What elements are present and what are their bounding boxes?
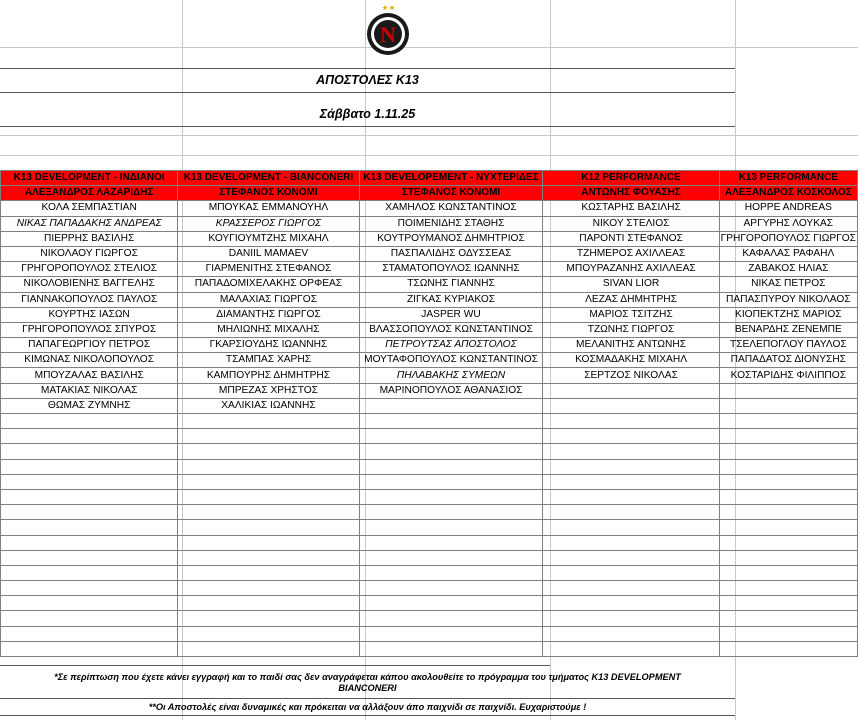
player-cell: ΜΠΟΥΡΑΖΑΝΗΣ ΑΧΙΛΛΕΑΣ [543, 262, 719, 277]
table-row [1, 231, 858, 246]
team-name: K13 DEVELOPMENT - BIANCONERI [178, 171, 359, 186]
player-cell [359, 429, 543, 444]
player-cell: ΓΡΗΓΟΡΟΠΟΥΛΟΣ ΣΠΥΡΟΣ [1, 322, 178, 337]
player-cell: ΧΑΜΗΛΟΣ ΚΩΝΣΤΑΝΤΙΝΟΣ [359, 201, 543, 216]
player-cell [543, 611, 719, 626]
player-cell: ΜΠΡΕΖΑΣ ΧΡΗΣΤΟΣ [178, 383, 359, 398]
player-cell [543, 626, 719, 641]
player-cell: ΓΚΑΡΣΙΟΥΔΗΣ ΙΩΑΝΝΗΣ [178, 338, 359, 353]
team-header-row [1, 171, 858, 186]
player-cell [1, 641, 178, 656]
player-cell: ΤΣΕΛΕΠΟΓΛΟΥ ΠΑΥΛΟΣ [719, 338, 857, 353]
player-cell: ΚΙΟΠΕΚΤΖΗΣ ΜΑΡΙΟΣ [719, 307, 857, 322]
divider [0, 665, 550, 666]
table-row [1, 201, 858, 216]
player-cell [178, 505, 359, 520]
registration-note-continued: BIANCONERI [338, 683, 397, 693]
player-cell [178, 550, 359, 565]
player-cell [359, 550, 543, 565]
player-cell: ΛΕΖΑΣ ΔΗΜΗΤΡΗΣ [543, 292, 719, 307]
player-cell: ΤΖΩΝΗΣ ΓΙΩΡΓΟΣ [543, 322, 719, 337]
grid-line [0, 155, 858, 156]
player-cell [1, 505, 178, 520]
player-cell: ΜΗΛΙΩΝΗΣ ΜΙΧΑΛΗΣ [178, 322, 359, 337]
player-cell [543, 489, 719, 504]
player-cell: ΜΠΟΥΖΑΛΑΣ ΒΑΣΙΛΗΣ [1, 368, 178, 383]
player-cell: ΝΙΚΟΛΟΒΙΕΝΗΣ ΒΑΓΓΕΛΗΣ [1, 277, 178, 292]
player-cell [719, 398, 857, 413]
table-row [1, 216, 858, 231]
player-cell [543, 581, 719, 596]
player-cell [178, 474, 359, 489]
page-title: ΑΠΟΣΤΟΛΕΣ Κ13 [0, 68, 735, 93]
roster-table [0, 170, 858, 657]
grid-line [0, 135, 858, 136]
table-row [1, 550, 858, 565]
player-cell [178, 596, 359, 611]
player-cell [1, 626, 178, 641]
event-date: Σάββατο 1.11.25 [0, 103, 735, 127]
table-row [1, 505, 858, 520]
player-cell: ΚΟΥΓΙΟΥΜΤΖΗΣ ΜΙΧΑΗΛ [178, 231, 359, 246]
player-cell: ΤΣΩΝΗΣ ΓΙΑΝΝΗΣ [359, 277, 543, 292]
player-cell: ΝΙΚΑΣ ΠΕΤΡΟΣ [719, 277, 857, 292]
player-cell [719, 565, 857, 580]
club-logo-icon [363, 0, 413, 56]
player-cell [359, 565, 543, 580]
table-row [1, 459, 858, 474]
player-cell [719, 535, 857, 550]
player-cell: ΚΟΣΤΑΡΙΔΗΣ ΦΙΛΙΠΠΟΣ [719, 368, 857, 383]
player-cell [359, 535, 543, 550]
player-cell [359, 505, 543, 520]
team-name: K12 PERFORMANCE [543, 171, 719, 186]
coach-name: ΣΤΕΦΑΝΟΣ ΚΟΝΟΜΙ [178, 186, 359, 201]
player-cell: ΜΕΛΑΝΙΤΗΣ ΑΝΤΩΝΗΣ [543, 338, 719, 353]
table-row [1, 626, 858, 641]
table-row [1, 338, 858, 353]
player-cell [543, 414, 719, 429]
player-cell: ΓΙΑΡΜΕΝΙΤΗΣ ΣΤΕΦΑΝΟΣ [178, 262, 359, 277]
table-row [1, 353, 858, 368]
player-cell [543, 444, 719, 459]
player-cell: ΜΑΛΑΧΙΑΣ ΓΙΩΡΓΟΣ [178, 292, 359, 307]
player-cell: ΚΟΛΑ ΣΕΜΠΑΣΤΙΑΝ [1, 201, 178, 216]
grid-line [0, 47, 858, 48]
player-cell [178, 535, 359, 550]
player-cell: ΜΑΡΙΝΟΠΟΥΛΟΣ ΑΘΑΝΑΣΙΟΣ [359, 383, 543, 398]
table-row [1, 611, 858, 626]
player-cell [359, 489, 543, 504]
table-row [1, 641, 858, 656]
table-row [1, 292, 858, 307]
table-row [1, 383, 858, 398]
player-cell [178, 565, 359, 580]
player-cell: ΤΖΗΜΕΡΟΣ ΑΧΙΛΛΕΑΣ [543, 246, 719, 261]
player-cell: ΚΑΦΑΛΑΣ ΡΑΦΑΗΛ [719, 246, 857, 261]
table-row [1, 489, 858, 504]
player-cell [359, 596, 543, 611]
player-cell [359, 581, 543, 596]
player-cell [543, 641, 719, 656]
player-cell: ΜΠΟΥΚΑΣ ΕΜΜΑΝΟΥΗΛ [178, 201, 359, 216]
player-cell: ΠΑΠΑΓΕΩΡΓΙΟΥ ΠΕΤΡΟΣ [1, 338, 178, 353]
table-row [1, 414, 858, 429]
player-cell [719, 611, 857, 626]
player-cell: DANIIL MAMAEV [178, 246, 359, 261]
player-cell [719, 474, 857, 489]
player-cell [719, 444, 857, 459]
player-cell [359, 626, 543, 641]
player-cell [178, 459, 359, 474]
player-cell: ΑΡΓΥΡΗΣ ΛΟΥΚΑΣ [719, 216, 857, 231]
table-row [1, 565, 858, 580]
player-cell [1, 535, 178, 550]
table-row [1, 535, 858, 550]
player-cell [719, 550, 857, 565]
player-cell: ΠΑΠΑΣΠΥΡΟΥ ΝΙΚΟΛΑΟΣ [719, 292, 857, 307]
table-row [1, 262, 858, 277]
coach-name: ΣΤΕΦΑΝΟΣ ΚΟΝΟΜΙ [359, 186, 543, 201]
registration-note: *Σε περίπτωση που έχετε κάνει εγγραφή και το παιδί σας δεν αναγράφεται κάπου ακολουθείτε το πρόγραμμα του τμήματος K13 DEVELOPMENT [54, 672, 681, 682]
player-cell: ΒΕΝΑΡΔΗΣ ΖΕΝΕΜΠΕ [719, 322, 857, 337]
player-cell [543, 520, 719, 535]
player-cell [178, 611, 359, 626]
player-cell [719, 596, 857, 611]
coach-header-row [1, 186, 858, 201]
coach-name: ΑΝΤΩΝΗΣ ΦΟΥΑΣΗΣ [543, 186, 719, 201]
player-cell [543, 565, 719, 580]
player-cell [543, 596, 719, 611]
player-cell [1, 596, 178, 611]
player-cell: ΠΟΙΜΕΝΙΔΗΣ ΣΤΑΘΗΣ [359, 216, 543, 231]
player-cell: ΚΡΑΣΣΕΡΟΣ ΓΙΩΡΓΟΣ [178, 216, 359, 231]
player-cell: ΔΙΑΜΑΝΤΗΣ ΓΙΩΡΓΟΣ [178, 307, 359, 322]
table-row [1, 322, 858, 337]
player-cell: ΘΩΜΑΣ ΖΥΜΝΗΣ [1, 398, 178, 413]
player-cell [178, 520, 359, 535]
player-cell [1, 611, 178, 626]
player-cell [178, 444, 359, 459]
player-cell [543, 459, 719, 474]
player-cell [178, 429, 359, 444]
player-cell: ΠΕΤΡΟΥΤΣΑΣ ΑΠΟΣΤΟΛΟΣ [359, 338, 543, 353]
player-cell: ΜΟΥΤΑΦΟΠΟΥΛΟΣ ΚΩΝΣΤΑΝΤΙΝΟΣ [359, 353, 543, 368]
player-cell: ΧΑΛΙΚΙΑΣ ΙΩΑΝΝΗΣ [178, 398, 359, 413]
player-cell [543, 505, 719, 520]
player-cell [178, 626, 359, 641]
player-cell [719, 459, 857, 474]
player-cell: ΣΤΑΜΑΤΟΠΟΥΛΟΣ ΙΩΑΝΝΗΣ [359, 262, 543, 277]
table-row [1, 398, 858, 413]
coach-name: ΑΛΕΞΑΝΔΡΟΣ ΚΟΣΚΟΛΟΣ [719, 186, 857, 201]
table-row [1, 596, 858, 611]
player-cell [359, 414, 543, 429]
player-cell: ΖΙΓΚΑΣ ΚΥΡΙΑΚΟΣ [359, 292, 543, 307]
player-cell [719, 626, 857, 641]
dynamic-squads-note: **Οι Αποστολές είναι δυναμικές και πρόκειται να αλλάξουν άπο παιχνίδι σε παιχνίδι. Ευχαριστούμε ! [0, 698, 735, 716]
player-cell: ΠΑΣΠΑΛΙΔΗΣ ΟΔΥΣΣΕΑΣ [359, 246, 543, 261]
player-cell: ΖΑΒΑΚΟΣ ΗΛΙΑΣ [719, 262, 857, 277]
player-cell: ΚΟΥΡΤΗΣ ΙΑΣΩΝ [1, 307, 178, 322]
player-cell: ΒΛΑΣΣΟΠΟΥΛΟΣ ΚΩΝΣΤΑΝΤΙΝΟΣ [359, 322, 543, 337]
player-cell [359, 611, 543, 626]
player-cell [1, 489, 178, 504]
player-cell [1, 550, 178, 565]
player-cell [1, 444, 178, 459]
player-cell: ΜΑΤΑΚΙΑΣ ΝΙΚΟΛΑΣ [1, 383, 178, 398]
player-cell: ΚΑΜΠΟΥΡΗΣ ΔΗΜΗΤΡΗΣ [178, 368, 359, 383]
player-cell: ΠΗΛΑΒΑΚΗΣ ΣΥΜΕΩΝ [359, 368, 543, 383]
player-cell: ΜΑΡΙΟΣ ΤΣΙΤΖΗΣ [543, 307, 719, 322]
player-cell [1, 414, 178, 429]
player-cell [1, 565, 178, 580]
player-cell [719, 429, 857, 444]
player-cell: JASPER WU [359, 307, 543, 322]
player-cell: ΓΡΗΓΟΡΟΠΟΥΛΟΣ ΓΙΩΡΓΟΣ [719, 231, 857, 246]
player-cell [359, 398, 543, 413]
player-cell [178, 489, 359, 504]
player-cell: ΠΑΠΑΔΟΜΙΧΕΛΑΚΗΣ ΟΡΦΕΑΣ [178, 277, 359, 292]
player-cell: ΠΑΠΑΔΑΤΟΣ ΔΙΟΝΥΣΗΣ [719, 353, 857, 368]
player-cell [1, 520, 178, 535]
player-cell: SIVAN LIOR [543, 277, 719, 292]
player-cell [543, 398, 719, 413]
player-cell [359, 474, 543, 489]
player-cell: HOPPE ANDREAS [719, 201, 857, 216]
player-cell [1, 474, 178, 489]
player-cell [178, 581, 359, 596]
table-row [1, 307, 858, 322]
player-cell: ΝΙΚΟΛΑΟΥ ΓΙΩΡΓΟΣ [1, 246, 178, 261]
player-cell: ΚΩΣΤΑΡΗΣ ΒΑΣΙΛΗΣ [543, 201, 719, 216]
player-cell: ΠΑΡΟΝΤΙ ΣΤΕΦΑΝΟΣ [543, 231, 719, 246]
player-cell [359, 520, 543, 535]
player-cell [719, 489, 857, 504]
coach-name: ΑΛΕΞΑΝΔΡΟΣ ΛΑΖΑΡΙΔΗΣ [1, 186, 178, 201]
player-cell: ΠΙΕΡΡΗΣ ΒΑΣΙΛΗΣ [1, 231, 178, 246]
table-row [1, 444, 858, 459]
player-cell [543, 550, 719, 565]
player-cell [719, 641, 857, 656]
player-cell: ΚΙΜΩΝΑΣ ΝΙΚΟΛΟΠΟΥΛΟΣ [1, 353, 178, 368]
player-cell: ΚΟΥΤΡΟΥΜΑΝΟΣ ΔΗΜΗΤΡΙΟΣ [359, 231, 543, 246]
player-cell [719, 414, 857, 429]
player-cell: ΝΙΚΟΥ ΣΤΕΛΙΟΣ [543, 216, 719, 231]
player-cell [359, 444, 543, 459]
table-row [1, 246, 858, 261]
player-cell: ΤΣΑΜΠΑΣ ΧΑΡΗΣ [178, 353, 359, 368]
player-cell [719, 505, 857, 520]
table-row [1, 277, 858, 292]
table-row [1, 581, 858, 596]
player-cell [719, 520, 857, 535]
player-cell: ΓΙΑΝΝΑΚΟΠΟΥΛΟΣ ΠΑΥΛΟΣ [1, 292, 178, 307]
player-cell [543, 474, 719, 489]
team-name: K13 PERFORMANCE [719, 171, 857, 186]
player-cell: ΓΡΗΓΟΡΟΠΟΥΛΟΣ ΣΤΕΛΙΟΣ [1, 262, 178, 277]
player-cell [719, 581, 857, 596]
table-row [1, 368, 858, 383]
team-name: K13 DEVELOPEMENT - ΝΥΧΤΕΡΙΔΕΣ [359, 171, 543, 186]
player-cell [359, 641, 543, 656]
table-row [1, 429, 858, 444]
player-cell [543, 429, 719, 444]
player-cell: ΣΕΡΤΖΟΣ ΝΙΚΟΛΑΣ [543, 368, 719, 383]
player-cell [178, 641, 359, 656]
player-cell [1, 581, 178, 596]
player-cell: ΝΙΚΑΣ ΠΑΠΑΔΑΚΗΣ ΑΝΔΡΕΑΣ [1, 216, 178, 231]
player-cell [543, 535, 719, 550]
player-cell [1, 459, 178, 474]
logo-letter: N [380, 22, 396, 47]
team-name: K13 DEVELOPMENT - ΙΝΔΙΑΝΟΙ [1, 171, 178, 186]
player-cell [719, 383, 857, 398]
table-row [1, 520, 858, 535]
player-cell [543, 383, 719, 398]
player-cell [178, 414, 359, 429]
table-row [1, 474, 858, 489]
player-cell: ΚΟΣΜΑΔΑΚΗΣ ΜΙΧΑΗΛ [543, 353, 719, 368]
player-cell [359, 459, 543, 474]
player-cell [1, 429, 178, 444]
